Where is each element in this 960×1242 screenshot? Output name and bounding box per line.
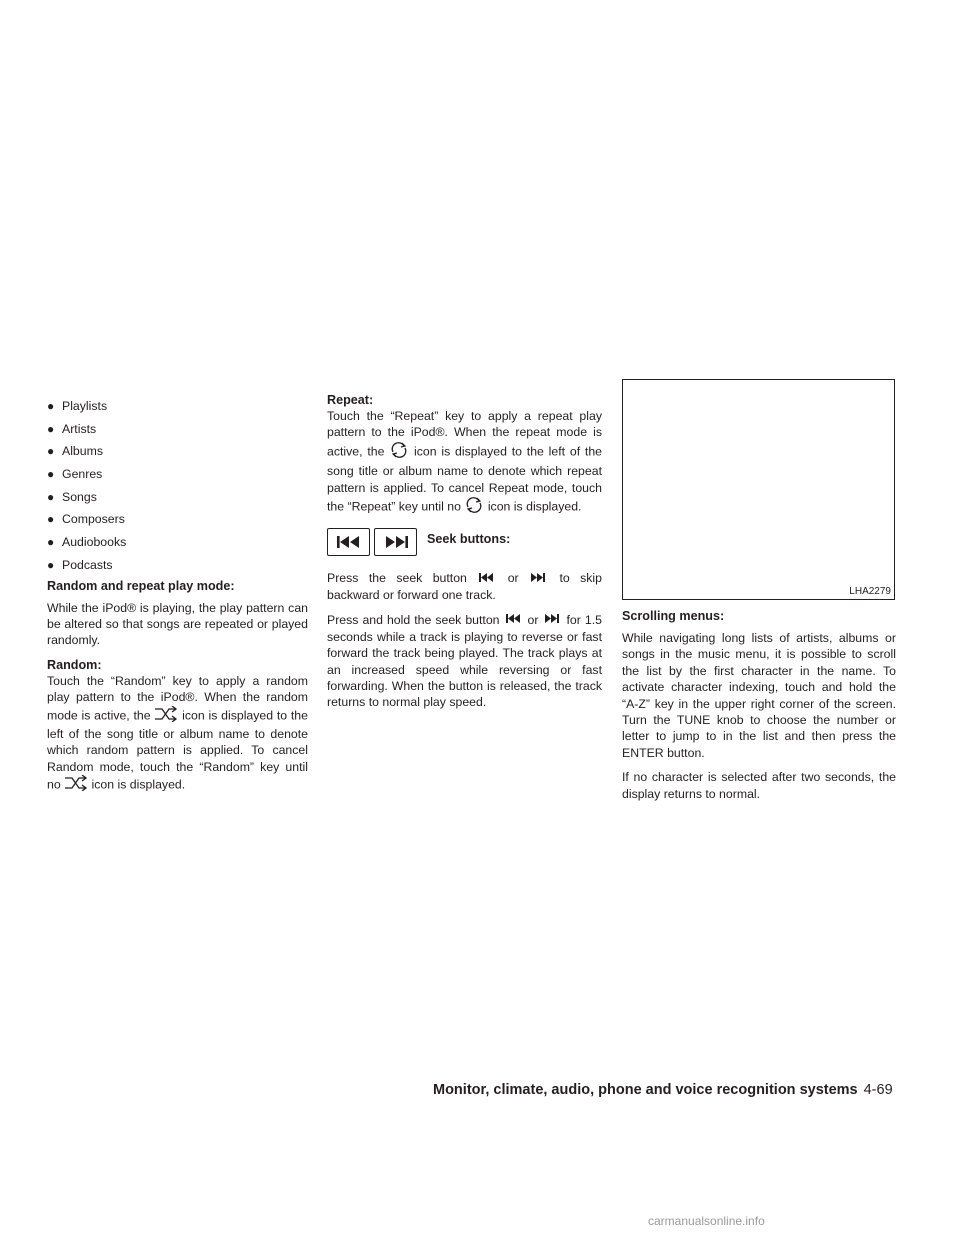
list-item: ● Audiobooks xyxy=(47,535,127,550)
section-title: Monitor, climate, audio, phone and voice recognition systems xyxy=(433,1082,858,1098)
intro-paragraph: While the iPod® is playing, the play pattern can be altered so that songs are repeated or played randomly. xyxy=(47,600,308,648)
left-column xyxy=(47,398,308,804)
skip-back-icon xyxy=(477,571,497,587)
repeat-icon xyxy=(464,496,484,518)
menu-category-list xyxy=(47,398,308,580)
list-item: ● Podcasts xyxy=(47,557,113,572)
repeat-heading: Repeat: xyxy=(327,393,374,407)
page-number: 4-69 xyxy=(863,1082,893,1098)
scrolling-heading: Scrolling menus: xyxy=(622,609,725,623)
list-item: ● Artists xyxy=(47,421,97,436)
watermark: carmanualsonline.info xyxy=(648,1214,765,1228)
seek-heading: Seek buttons: xyxy=(427,532,511,547)
list-item: ● Songs xyxy=(47,489,97,504)
figure-frame xyxy=(622,379,895,600)
scrolling-paragraph: While navigating long lists of artists, albums or songs in the music menu, it is possible to scroll the list by the first character in the name. To activate character indexing, touch and hold the “A-Z” key in the upper right corner of the screen. Turn the TUNE knob to choose the number or letter to jump to in the list and then press the ENTER button. xyxy=(622,631,896,760)
list-item: ● Albums xyxy=(47,444,104,459)
section-heading: Random and repeat play mode: xyxy=(47,578,235,593)
seek-forward-button xyxy=(374,528,417,556)
seek-paragraph-1: Press the seek button or to skip backward or forward one track. xyxy=(327,571,602,603)
middle-column xyxy=(327,393,602,719)
list-item: ● Composers xyxy=(47,512,125,527)
skip-back-icon xyxy=(336,536,362,548)
list-item: ● Genres xyxy=(47,467,103,482)
random-icon xyxy=(64,775,88,795)
skip-forward-icon xyxy=(543,612,563,628)
skip-forward-icon xyxy=(529,571,549,587)
repeat-icon xyxy=(389,441,409,463)
list-item: ● Playlists xyxy=(47,399,108,413)
scrolling-paragraph-2: If no character is selected after two seconds, the display returns to normal. xyxy=(622,770,896,801)
skip-back-icon xyxy=(504,612,524,628)
figure-label: LHA2279 xyxy=(849,586,891,597)
random-icon xyxy=(154,706,178,726)
random-paragraph: Touch the “Random” key to apply a random play pattern to the iPod®. When the random mode is active, the icon is displayed to the left of the song title or album name to denote which random pattern is applied. To cancel Random mode, touch the “Random” key until no icon is displayed. xyxy=(47,673,308,796)
seek-buttons-illustration xyxy=(327,526,602,558)
random-heading: Random: xyxy=(47,657,102,672)
skip-forward-icon xyxy=(383,536,409,548)
seek-back-button xyxy=(327,528,370,556)
seek-paragraph-2: Press and hold the seek button or for 1.5 seconds while a track is playing to reverse or fast forward the track being played. The track plays at an increased speed while reversing or fast forwarding. When the button is released, the track returns to normal play speed. xyxy=(327,612,602,710)
repeat-paragraph: Touch the “Repeat” key to apply a repeat play pattern to the iPod®. When the repeat mode is active, the icon is displayed to the left of the song title or album name to denote which repeat pattern is applied. To cancel Repeat mode, touch the “Repeat” key until no icon is displayed. xyxy=(327,408,602,518)
page-footer xyxy=(433,1082,893,1102)
right-column xyxy=(622,398,896,810)
